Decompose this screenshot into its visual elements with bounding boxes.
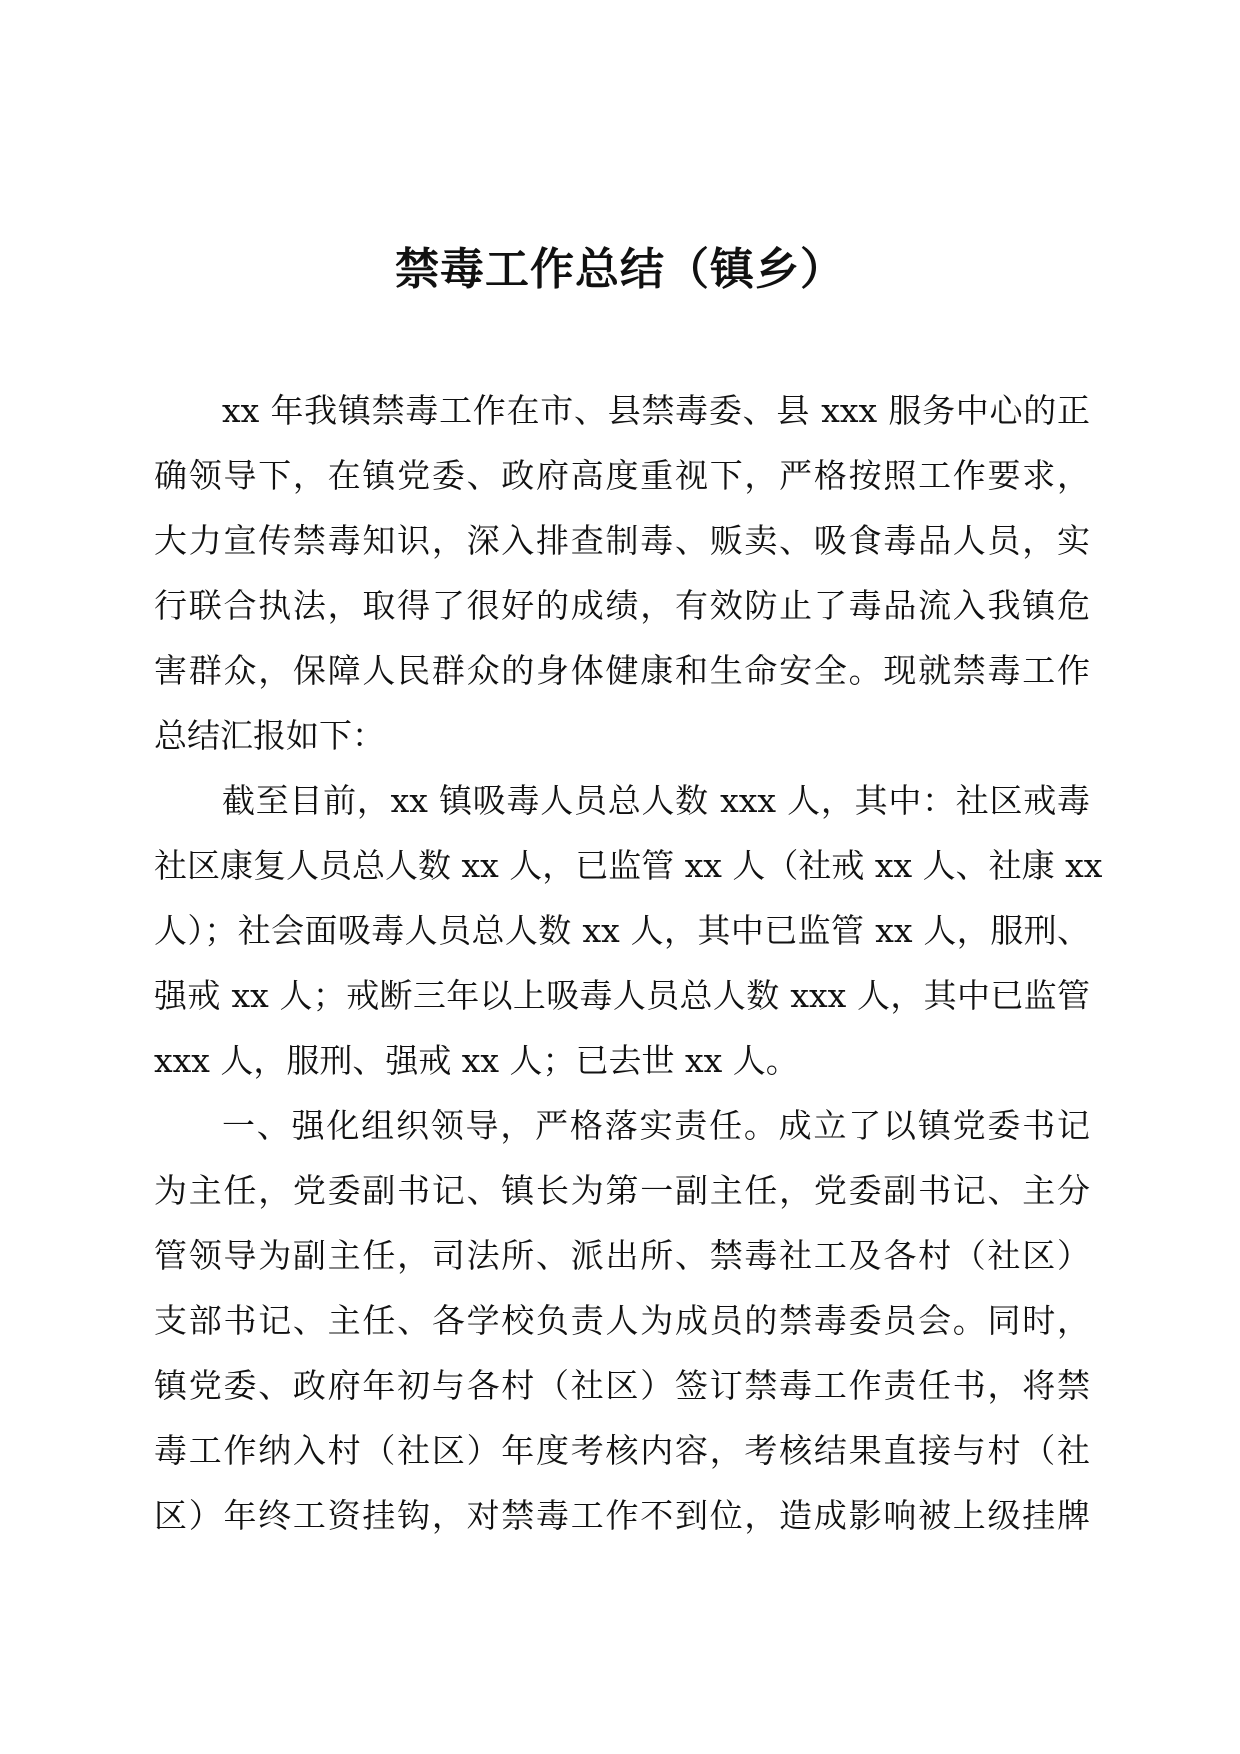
paragraph-3-line-2: 为主任，党委副书记、镇长为第一副主任，党委副书记、主分 (154, 1171, 1090, 1210)
paragraph-1-line-6: 总结汇报如下： (154, 716, 385, 755)
paragraph-3-line-5: 镇党委、政府年初与各村（社区）签订禁毒工作责任书，将禁 (154, 1366, 1090, 1405)
paragraph-1-line-5: 害群众，保障人民群众的身体健康和生命安全。现就禁毒工作 (154, 651, 1090, 690)
paragraph-1-line-2: 确领导下，在镇党委、政府高度重视下，严格按照工作要求， (154, 456, 1090, 495)
paragraph-1-line-4: 行联合执法，取得了很好的成绩，有效防止了毒品流入我镇危 (154, 586, 1090, 625)
paragraph-3-line-3: 管领导为副主任，司法所、派出所、禁毒社工及各村（社区） (154, 1236, 1090, 1275)
paragraph-3-line-4: 支部书记、主任、各学校负责人为成员的禁毒委员会。同时， (154, 1301, 1090, 1340)
document-body (154, 378, 1103, 1548)
document-title: 禁毒工作总结（镇乡） (395, 244, 845, 295)
paragraph-1-line-3: 大力宣传禁毒知识，深入排查制毒、贩卖、吸食毒品人员，实 (154, 521, 1090, 560)
paragraph-3-line-7: 区）年终工资挂钩，对禁毒工作不到位，造成影响被上级挂牌 (154, 1496, 1090, 1535)
paragraph-3-line-1: 一、强化组织领导，严格落实责任。成立了以镇党委书记 (222, 1106, 1090, 1145)
paragraph-2-line-3: 人）；社会面吸毒人员总人数 xx 人，其中已监管 xx 人，服刑、 (154, 911, 1090, 950)
paragraph-2-line-1: 截至目前，xx 镇吸毒人员总人数 xxx 人，其中：社区戒毒 (222, 781, 1090, 820)
paragraph-1-line-1: xx 年我镇禁毒工作在市、县禁毒委、县 xxx 服务中心的正 (222, 391, 1090, 430)
paragraph-2-line-2: 社区康复人员总人数 xx 人，已监管 xx 人（社戒 xx 人、社康 xx (154, 846, 1103, 885)
paragraph-2-line-4: 强戒 xx 人；戒断三年以上吸毒人员总人数 xxx 人，其中已监管 (154, 976, 1090, 1015)
paragraph-2-line-5: xxx 人，服刑、强戒 xx 人；已去世 xx 人。 (154, 1041, 799, 1080)
paragraph-3-line-6: 毒工作纳入村（社区）年度考核内容，考核结果直接与村（社 (154, 1431, 1090, 1470)
